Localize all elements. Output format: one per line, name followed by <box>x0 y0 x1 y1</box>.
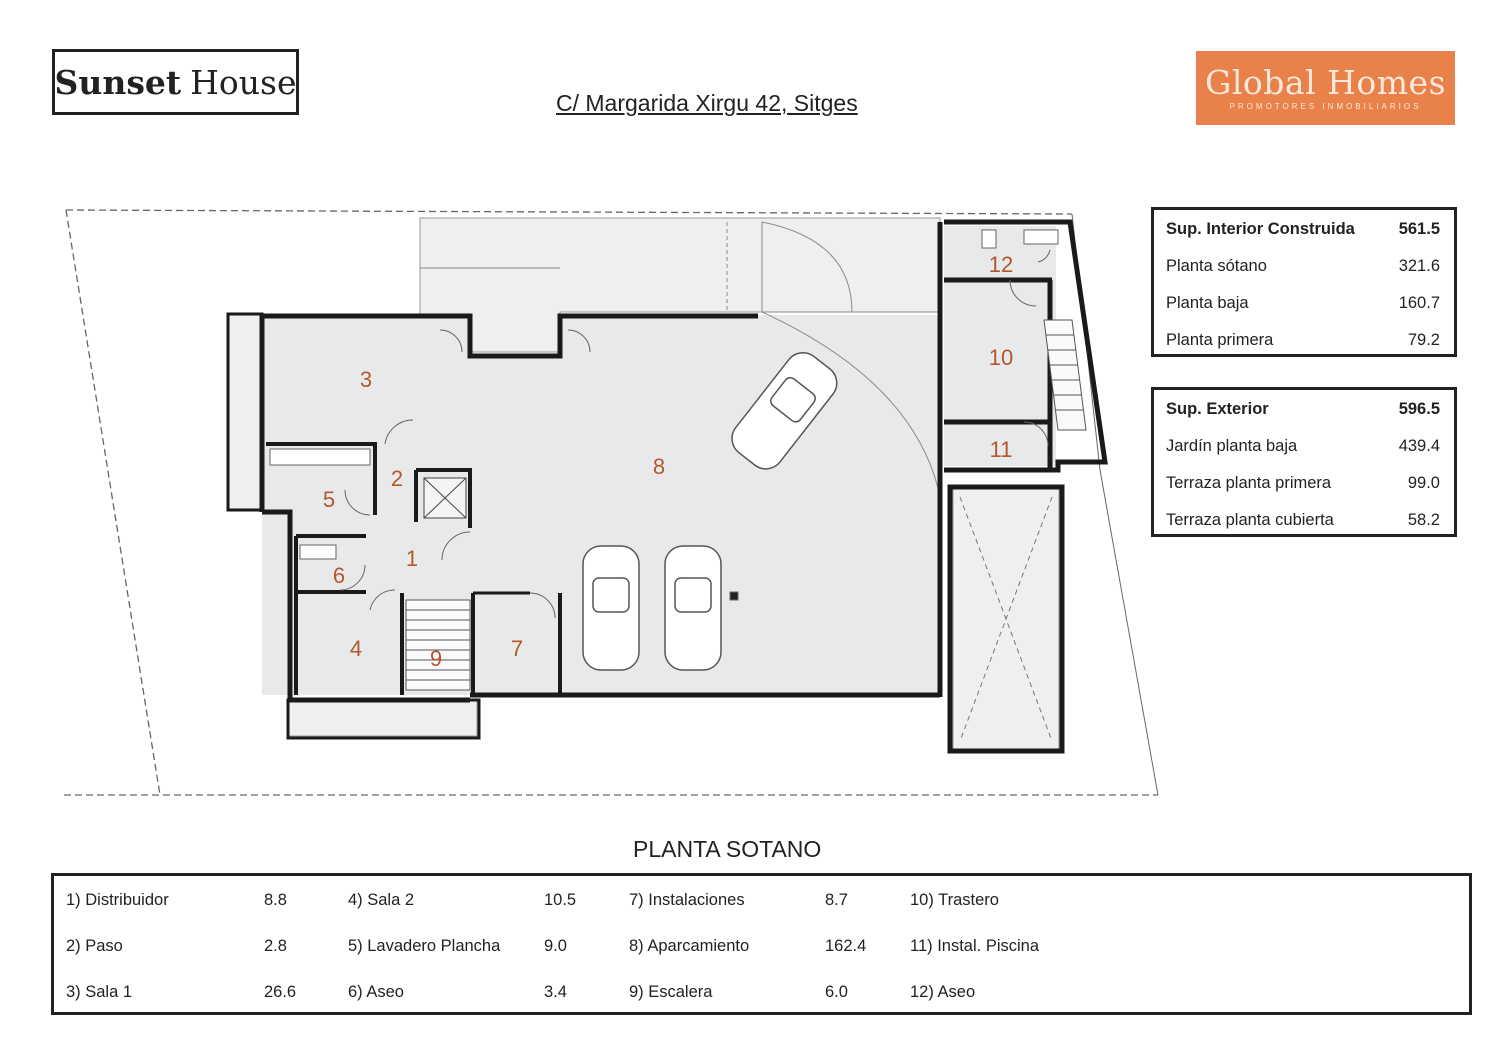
interior-row-label: Planta sótano <box>1166 257 1267 275</box>
interior-row-value: 160.7 <box>1398 294 1440 312</box>
legend-room-area: 10.5 <box>544 891 577 909</box>
room-number-5: 5 <box>322 487 336 512</box>
exterior-area-title: Sup. Exterior <box>1166 400 1269 418</box>
logo-title: Global Homes <box>1204 63 1447 102</box>
room-number-8: 8 <box>652 454 666 479</box>
room-number-12: 12 <box>988 252 1014 277</box>
exterior-row-value: 439.4 <box>1398 437 1440 455</box>
exterior-area-table <box>1151 387 1457 537</box>
legend-room-name: 3) Sala 1 <box>66 983 133 1001</box>
legend-room-area: 3.4 <box>544 983 567 1001</box>
room-number-11: 11 <box>989 437 1013 462</box>
interior-area-total: 561.5 <box>1398 220 1440 238</box>
room-legend <box>51 873 1472 1015</box>
exterior-row-label: Terraza planta cubierta <box>1166 511 1334 529</box>
room-number-4: 4 <box>349 636 363 661</box>
interior-row-value: 79.2 <box>1407 331 1440 349</box>
legend-room-area: 9.0 <box>544 937 567 955</box>
interior-area-header <box>1166 220 1440 239</box>
exterior-row-value: 58.2 <box>1407 511 1440 529</box>
interior-area-title: Sup. Interior Construida <box>1166 220 1355 238</box>
room-number-9: 9 <box>429 646 443 671</box>
property-address: C/ Margarida Xirgu 42, Sitges <box>556 90 858 116</box>
exterior-row-value: 99.0 <box>1407 474 1440 492</box>
legend-room-area: 8.7 <box>825 891 848 909</box>
brand-name-rest: House <box>190 62 297 102</box>
exterior-area-total: 596.5 <box>1398 400 1440 418</box>
legend-room-area: 162.4 <box>825 937 867 955</box>
interior-row-label: Planta baja <box>1166 294 1249 312</box>
interior-row-value: 321.6 <box>1398 257 1440 275</box>
interior-area-row <box>1166 331 1440 350</box>
exterior-area-row <box>1166 437 1440 456</box>
interior-row-label: Planta primera <box>1166 331 1274 349</box>
legend-room-area: 6.0 <box>825 983 848 1001</box>
exterior-area-header <box>1166 400 1440 419</box>
legend-room-name: 7) Instalaciones <box>629 891 745 909</box>
floor-title: PLANTA SOTANO <box>633 836 822 862</box>
legend-room-name: 1) Distribuidor <box>66 891 169 909</box>
legend-room-name: 12) Aseo <box>910 983 976 1001</box>
exterior-row-label: Terraza planta primera <box>1166 474 1332 492</box>
legend-room-name: 5) Lavadero Plancha <box>348 937 501 955</box>
interior-area-table <box>1151 207 1457 357</box>
legend-room-area: 26.6 <box>264 983 297 1001</box>
legend-room-name: 4) Sala 2 <box>348 891 415 909</box>
exterior-area-row <box>1166 511 1440 530</box>
room-number-3: 3 <box>359 367 373 392</box>
legend-room-area: 8.8 <box>264 891 287 909</box>
interior-area-row <box>1166 294 1440 313</box>
room-number-10: 10 <box>988 345 1014 370</box>
legend-room-name: 2) Paso <box>66 937 123 955</box>
room-number-1: 1 <box>405 546 419 571</box>
lift-shaft <box>424 478 466 518</box>
exterior-area-row <box>1166 474 1440 493</box>
legend-room-name: 8) Aparcamiento <box>629 937 750 955</box>
legend-room-name: 11) Instal. Piscina <box>910 937 1040 955</box>
legend-room-name: 9) Escalera <box>629 983 713 1001</box>
brand-name-bold: Sunset <box>54 62 182 102</box>
legend-room-name: 10) Trastero <box>910 891 999 909</box>
legend-room-area: 2.8 <box>264 937 287 955</box>
legend-room-name: 6) Aseo <box>348 983 404 1001</box>
interior-area-row <box>1166 257 1440 276</box>
logo-subtitle: PROMOTORES INMOBILIARIOS <box>1229 102 1422 111</box>
room-number-6: 6 <box>332 563 346 588</box>
exterior-row-label: Jardín planta baja <box>1166 437 1298 455</box>
room-number-2: 2 <box>390 466 404 491</box>
room-number-7: 7 <box>510 636 524 661</box>
